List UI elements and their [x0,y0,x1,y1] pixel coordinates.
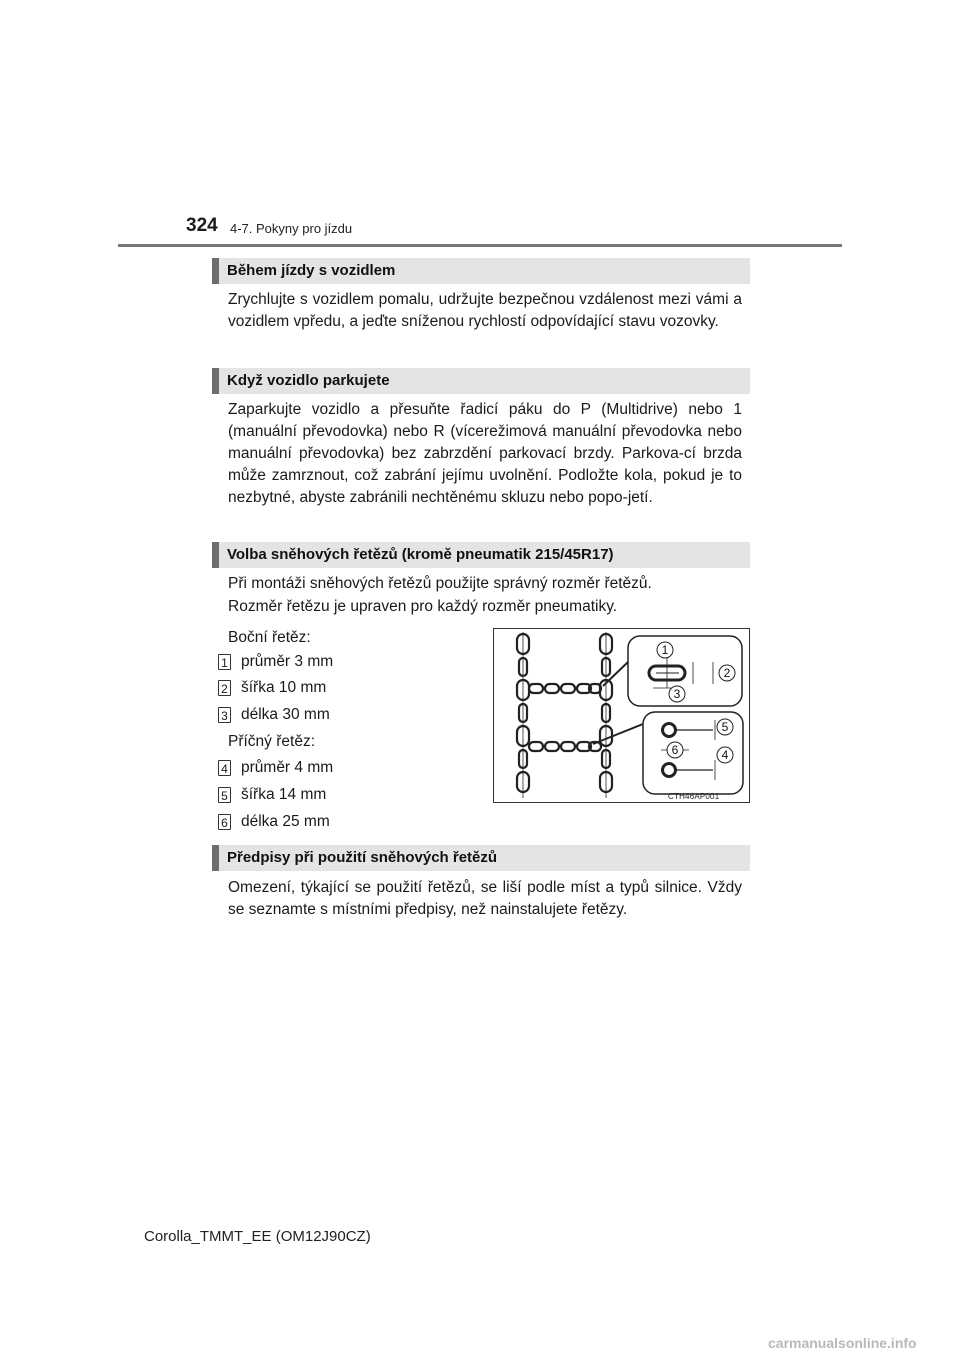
spec-text: šířka 14 mm [241,786,327,803]
callout-number: 5 [218,787,231,803]
figure-callout-5: 5 [721,720,729,734]
section-heading-chains: Volba sněhových řetězů (kromě pneumatik 215/45R17) [212,542,750,568]
spec-item [218,811,330,833]
callout-number: 1 [218,654,231,670]
side-chain-label: Boční řetěz: [228,629,311,646]
section-heading-parking: Když vozidlo parkujete [212,368,750,394]
chains-intro-line-2: Rozměr řetězu je upraven pro každý rozměr pneumatiky. [228,598,618,615]
chains-intro-line-1: Při montáži sněhových řetězů použijte správný rozměr řetězů. [228,575,652,592]
figure-callout-2: 2 [723,666,731,680]
callout-number: 4 [218,760,231,776]
spec-item [218,677,326,699]
spec-text: průměr 4 mm [241,759,334,776]
spec-item [218,757,333,779]
watermark: carmanualsonline.info [768,1335,917,1351]
snow-chain-figure [493,628,750,803]
callout-number: 6 [218,814,231,830]
parking-paragraph: Zaparkujte vozidlo a přesuňte řadicí páku do P (Multidrive) nebo 1 (manuální převodovka) nebo R (vícerežimová manuální převodovka nebo manuální převodovka) bez zabrzdění parkovací brzdy. Parkova-cí brzda může zamrznout, což zabrání jejímu uvolnění. Podložte kola, pokud je to nezbytné, abyste zabránili nechtěnému skluzu nebo popo-jetí. [228,401,742,506]
figure-callout-1: 1 [661,643,669,657]
footer-model-code: Corolla_TMMT_EE (OM12J90CZ) [144,1228,371,1245]
figure-code: CTH46AP001 [668,792,720,801]
header-rule [118,244,842,247]
spec-text: průměr 3 mm [241,653,334,670]
regulations-paragraph: Omezení, týkající se použití řetězů, se liší podle míst a typů silnice. Vždy se seznamte s místními předpisy, než nainstalujete řetězy. [228,879,742,918]
section-heading-driving: Během jízdy s vozidlem [212,258,750,284]
figure-callout-3: 3 [673,687,681,701]
spec-item [218,784,326,806]
spec-text: délka 30 mm [241,706,330,723]
cross-chain-label: Příčný řetěz: [228,733,315,750]
page-number: 324 [186,215,218,236]
chapter-title: 4-7. Pokyny pro jízdu [230,221,353,236]
callout-number: 3 [218,707,231,723]
section-heading-regulations: Předpisy při použití sněhových řetězů [212,845,750,871]
figure-callout-6: 6 [671,743,679,757]
spec-text: šířka 10 mm [241,679,327,696]
figure-callout-4: 4 [721,748,729,762]
callout-number: 2 [218,680,231,696]
spec-item [218,651,333,673]
spec-text: délka 25 mm [241,813,330,830]
spec-item [218,704,330,726]
driving-paragraph: Zrychlujte s vozidlem pomalu, udržujte bezpečnou vzdálenost mezi vámi a vozidlem vpředu, a jeďte sníženou rychlostí odpovídající stavu vozovky. [228,291,742,330]
